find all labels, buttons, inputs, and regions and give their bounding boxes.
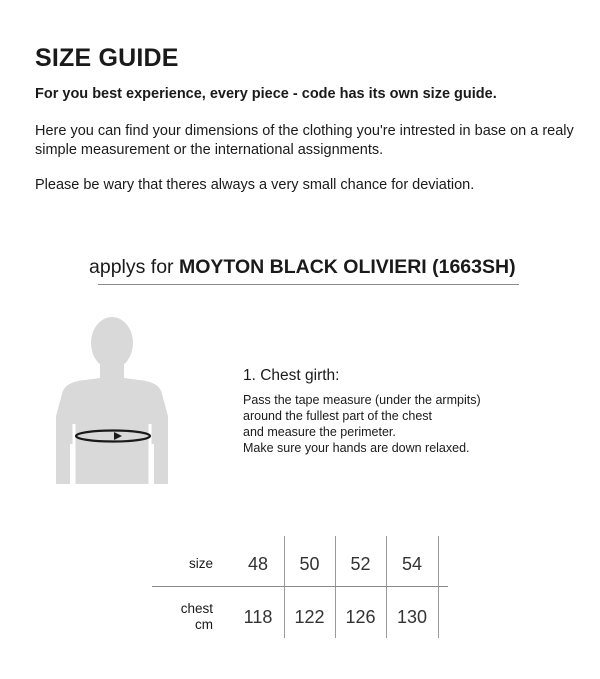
chest-value: 130 bbox=[396, 607, 428, 627]
size-value: 48 bbox=[247, 554, 269, 574]
deviation-note: Please be wary that theres always a very small chance for deviation. bbox=[35, 177, 475, 193]
size-value: 50 bbox=[299, 554, 320, 574]
chest-label-line: chest bbox=[180, 601, 213, 616]
page-subtitle: For you best experience, every piece - code has its own size guide. bbox=[35, 86, 497, 102]
page-title: SIZE GUIDE bbox=[35, 44, 179, 72]
size-row-label: size bbox=[188, 556, 213, 571]
chest-value: 126 bbox=[345, 607, 376, 627]
table-column-divider bbox=[438, 536, 439, 586]
table-row-divider bbox=[152, 586, 448, 587]
chest-value: 118 bbox=[243, 607, 273, 627]
chest-value: 122 bbox=[294, 607, 325, 627]
instruction-line: around the fullest part of the chest bbox=[243, 409, 433, 423]
product-prefix: applys for bbox=[89, 256, 179, 278]
unit-label: cm bbox=[195, 617, 213, 632]
product-heading bbox=[89, 256, 516, 279]
size-value: 54 bbox=[401, 554, 423, 574]
intro-paragraph: Here you can find your dimensions of the clothing you're intrested in base on a realy simple measurement or the international assignments. bbox=[35, 123, 574, 158]
instruction-line: and measure the perimeter. bbox=[243, 425, 396, 439]
heading-divider bbox=[98, 284, 519, 285]
instruction-line: Make sure your hands are down relaxed. bbox=[243, 441, 470, 455]
chest-row-label bbox=[150, 601, 213, 633]
instruction-line: Pass the tape measure (under the armpits) bbox=[243, 393, 481, 407]
product-name: MOYTON BLACK OLIVIERI (1663SH) bbox=[178, 256, 516, 278]
chest-girth-title: 1. Chest girth: bbox=[243, 367, 340, 384]
chest-girth-instructions bbox=[243, 392, 481, 456]
torso-silhouette-icon bbox=[50, 316, 175, 486]
table-column-divider bbox=[438, 587, 439, 638]
size-value: 52 bbox=[350, 554, 371, 574]
